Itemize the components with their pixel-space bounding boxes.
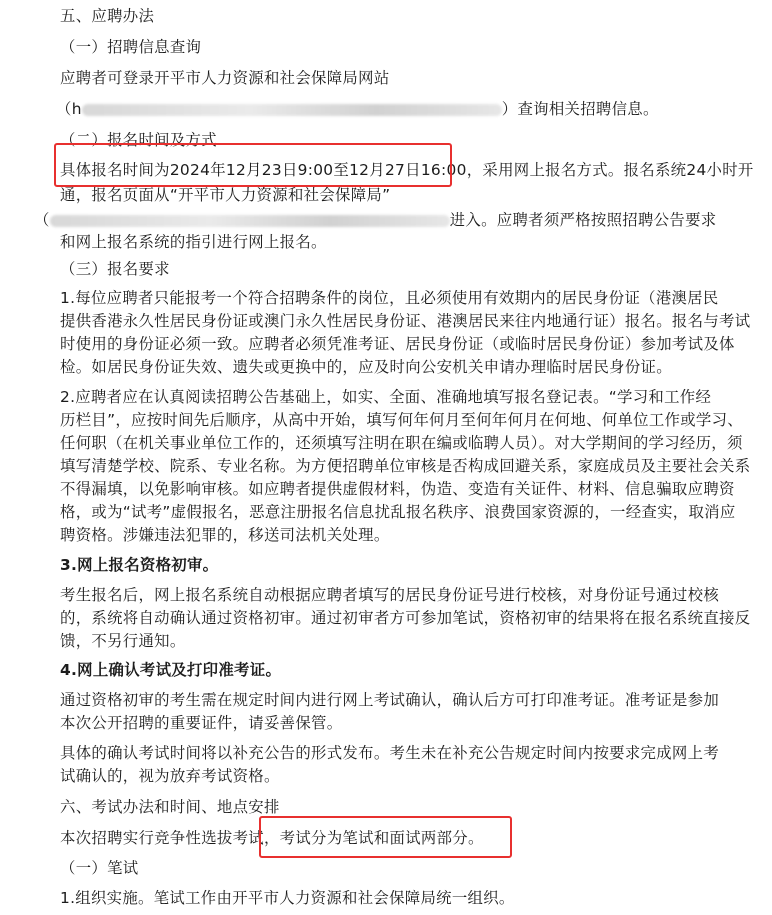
req1-line-2: 提供香港永久性居民身份证或澳门永久性居民身份证、港澳居民来往内地通行证）报名。报名与考试 xyxy=(60,312,751,330)
info-query-line-2 xyxy=(56,99,659,119)
req2-line-1: 2.应聘者应在认真阅读招聘公告基础上，如实、全面、准确地填写报名登记表。“学习和工作经 xyxy=(60,388,712,406)
exam-parts-highlight-box xyxy=(259,816,512,858)
redacted-url-blur xyxy=(82,104,502,116)
section-6-heading: 六、考试办法和时间、地点安排 xyxy=(60,798,280,816)
written-exam-line-1: 1.组织实施。笔试工作由开平市人力资源和社会保障局统一组织。 xyxy=(60,889,515,907)
req4-line-2: 本次公开招聘的重要证件，请妥善保管。 xyxy=(60,714,343,732)
req2-line-3: 任何职（在机关事业单位工作的，还须填写注明在职在编或临聘人员）。对大学期间的学习经历，须 xyxy=(60,434,743,452)
redacted-url-blur-2 xyxy=(50,215,450,227)
req2-line-6: 格，或为“试考”虚假报名，恶意注册报名信息扰乱报名秩序、浪费国家资源的，一经查实，取消应 xyxy=(60,503,736,521)
subsection-1-heading: （一）招聘信息查询 xyxy=(60,38,202,56)
exam-method-text: 本次招聘实行竞争性选拔考试， xyxy=(60,829,280,847)
exam-parts-highlight: 考试分为笔试和面试两部分。 xyxy=(279,829,484,847)
req3-line-3: 馈，不另行通知。 xyxy=(60,632,186,650)
registration-time-line-3-text: 进入。应聘者须严格按照招聘公告要求 xyxy=(449,211,717,229)
registration-time-highlight: 具体报名时间为2024年12月23日9:00至12月27日16:00 xyxy=(60,161,467,179)
req2-line-4: 填写清楚学校、院系、专业名称。为方便招聘单位审核是否构成回避关系，家庭成员及主要社会关系 xyxy=(60,457,751,475)
registration-time-line-3 xyxy=(34,210,716,230)
subsection-2-heading: （二）报名时间及方式 xyxy=(60,131,217,149)
url-close-text: ）查询相关招聘信息。 xyxy=(501,100,659,118)
req2-line-5: 不得漏填，以免影响审核。如应聘者提供虚假材料，伪造、变造有关证件、材料、信息骗取应聘资 xyxy=(60,480,735,498)
req2-line-2: 历栏目”，应按时间先后顺序，从高中开始，填写何年何月至何年何月在何地、何单位工作或学习、 xyxy=(60,411,743,429)
registration-time-line-2: 通，报名页面从“开平市人力资源和社会保障局” xyxy=(60,186,391,204)
req2-line-7: 聘资格。涉嫌违法犯罪的，移送司法机关处理。 xyxy=(60,526,390,544)
registration-time-rest: ，采用网上报名方式。报名系统24小时开 xyxy=(466,161,754,179)
req4-line-3: 具体的确认考试时间将以补充公告的形式发布。考生未在补充公告规定时间内按要求完成网上考 xyxy=(60,744,720,762)
section-5-heading: 五、应聘办法 xyxy=(60,7,155,25)
req1-line-3: 时使用的身份证必须一致。应聘者必须凭准考证、居民身份证（或临时居民身份证）参加考试及体 xyxy=(60,335,735,353)
req3-line-1: 考生报名后，网上报名系统自动根据应聘者填写的居民身份证号进行校核，对身份证号通过校核 xyxy=(60,586,720,604)
req1-line-4: 检。如居民身份证失效、遗失或更换中的，应及时向公安机关申请办理临时居民身份证。 xyxy=(60,358,672,376)
req3-line-2: 的，系统将自动确认通过资格初审。通过初审者方可参加笔试，资格初审的结果将在报名系统直接反 xyxy=(60,609,751,627)
req4-heading: 4.网上确认考试及打印准考证。 xyxy=(60,661,282,679)
subsection-3-heading: （三）报名要求 xyxy=(60,260,170,278)
url-open-paren-2: （ xyxy=(34,211,50,229)
req4-line-4: 试确认的，视为放弃考试资格。 xyxy=(60,767,280,785)
registration-time-line-4: 和网上报名系统的指引进行网上报名。 xyxy=(60,233,327,251)
registration-time-highlight-box xyxy=(54,143,452,187)
written-exam-heading: （一）笔试 xyxy=(60,859,139,877)
req3-heading: 3.网上报名资格初审。 xyxy=(60,556,219,574)
req1-line-1: 1.每位应聘者只能报考一个符合招聘条件的岗位，且必须使用有效期内的居民身份证（港澳居民 xyxy=(60,289,719,307)
req4-line-1: 通过资格初审的考生需在规定时间内进行网上考试确认，确认后方可打印准考证。准考证是参加 xyxy=(60,691,720,709)
url-open-paren: （h xyxy=(56,100,82,118)
info-query-line-1: 应聘者可登录开平市人力资源和社会保障局网站 xyxy=(60,69,390,87)
